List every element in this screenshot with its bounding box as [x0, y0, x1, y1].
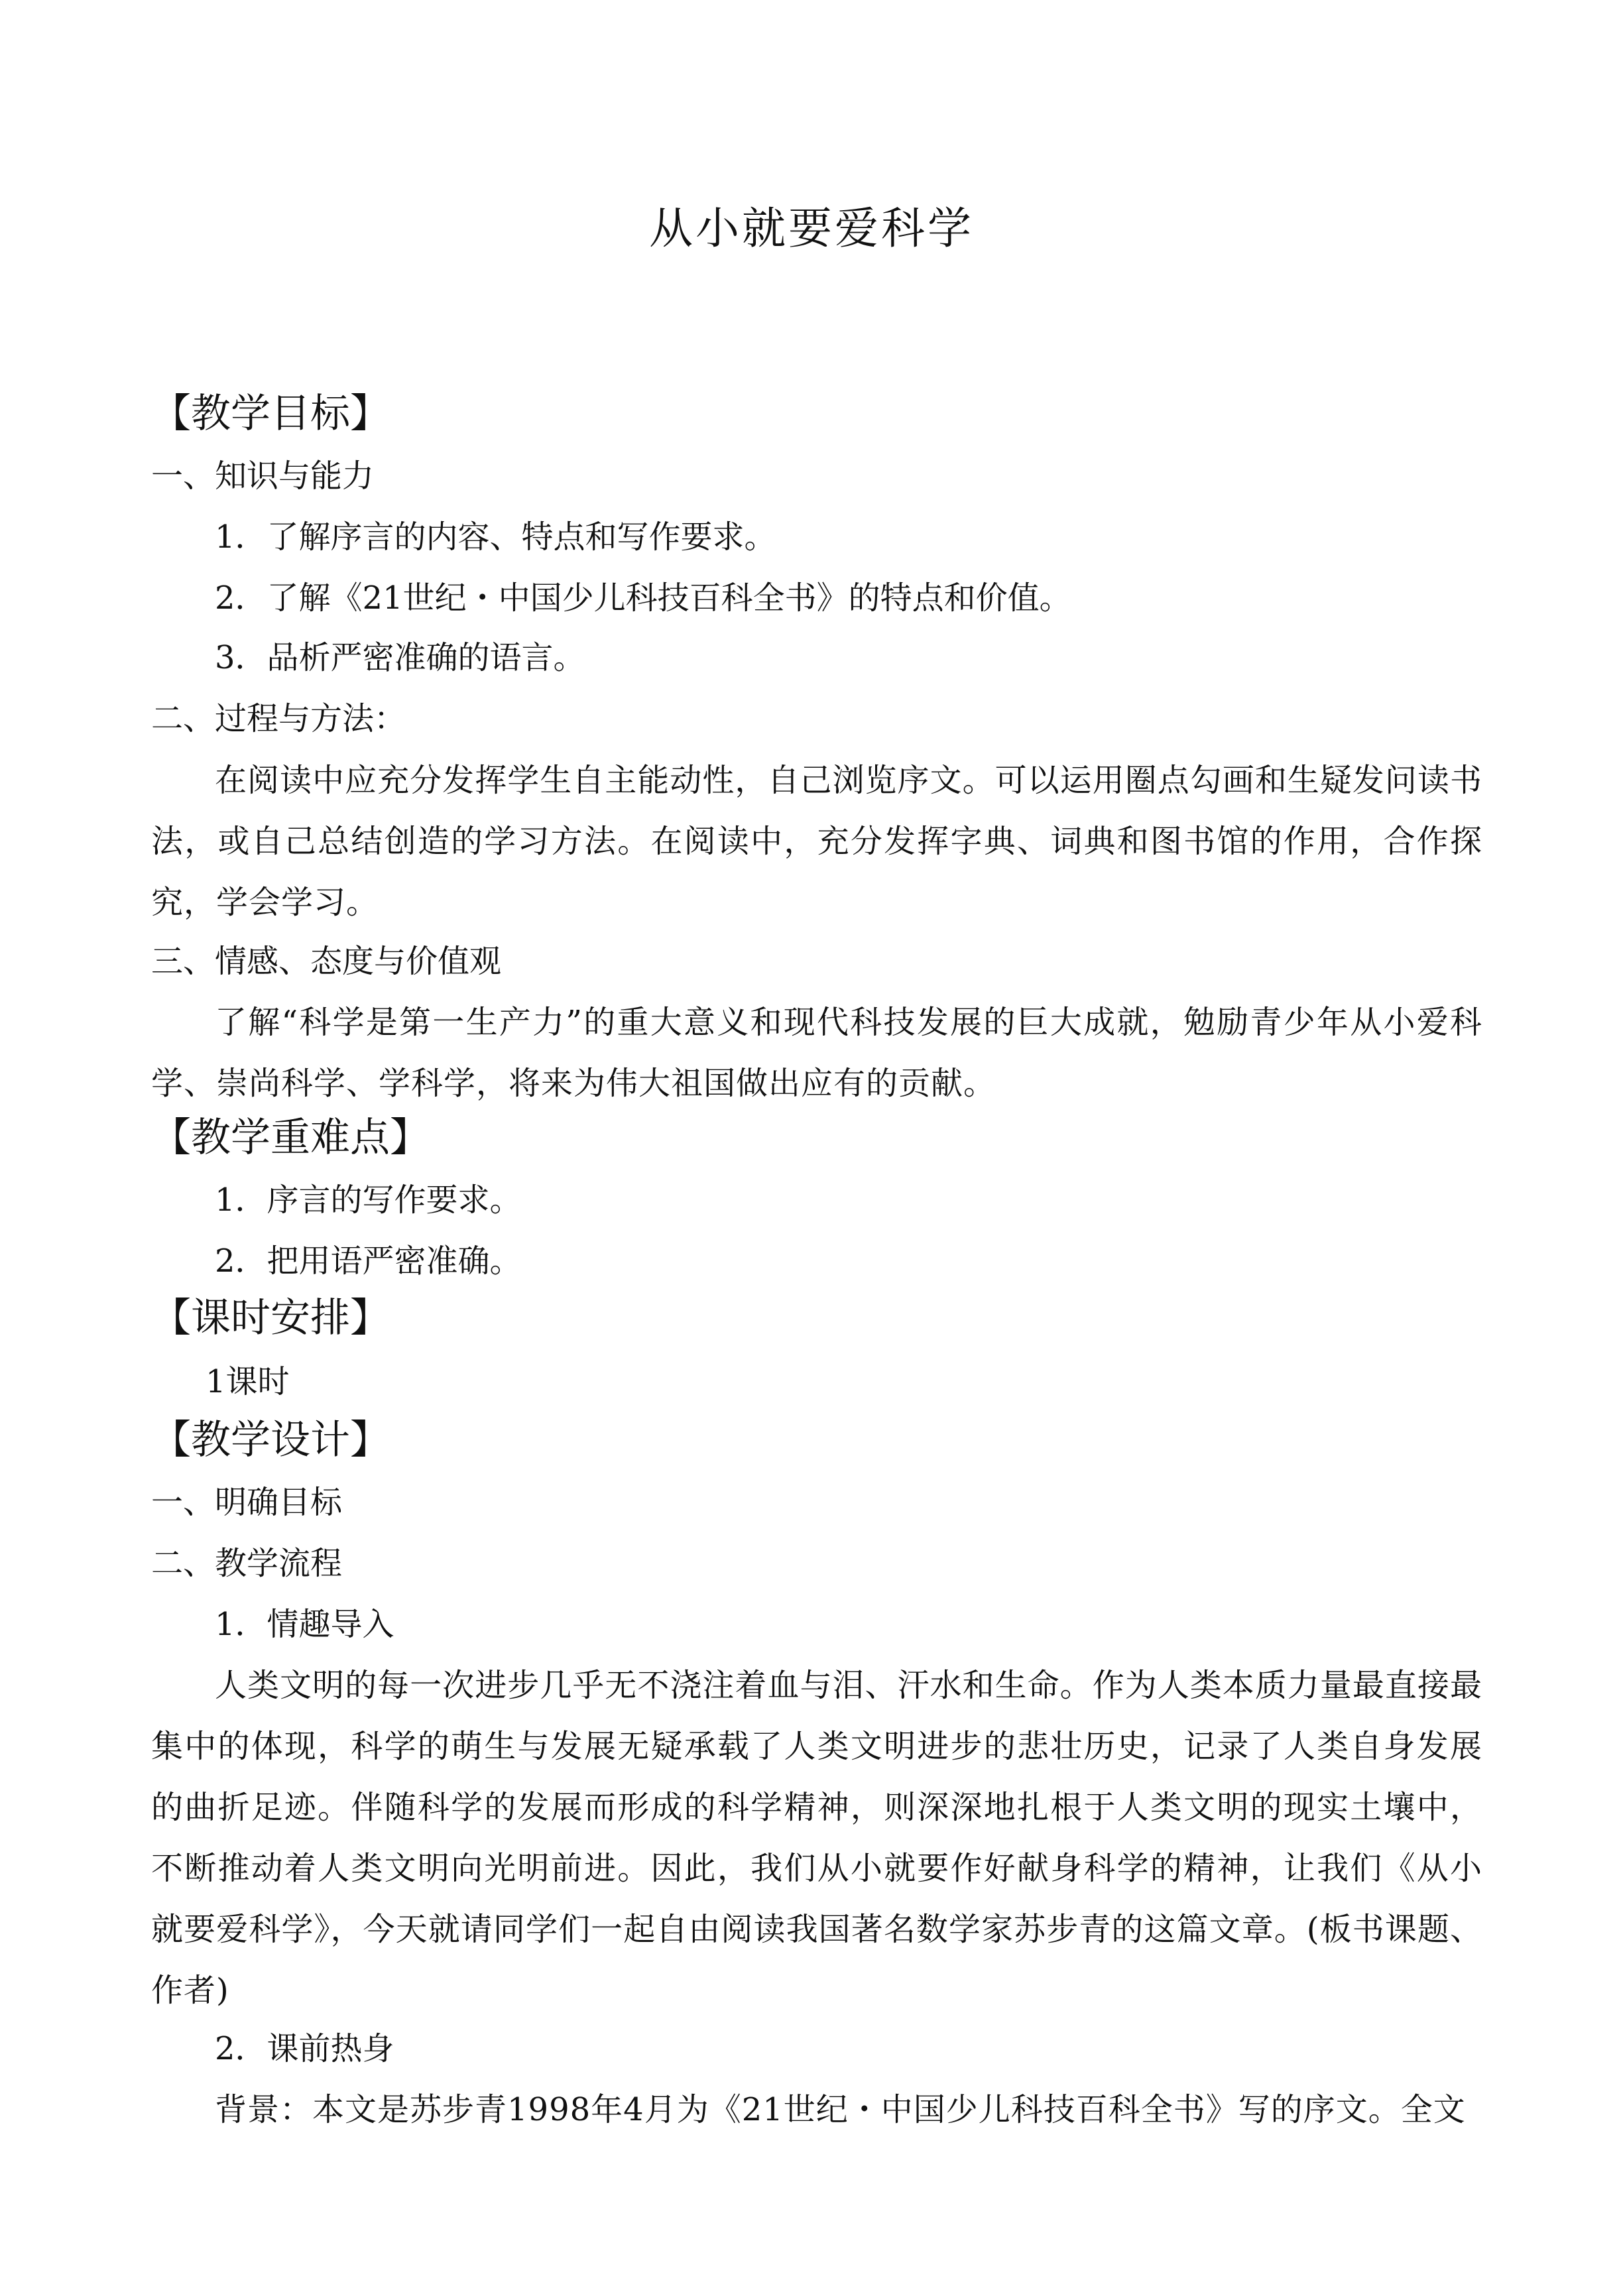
- schedule-heading: 【课时安排】: [151, 1295, 390, 1341]
- keypoint-item-1: 1．序言的写作要求。: [215, 1181, 522, 1219]
- knowledge-item-1: 1．了解序言的内容、特点和写作要求。: [215, 518, 776, 556]
- knowledge-item-3: 3．品析严密准确的语言。: [215, 639, 585, 676]
- design-heading: 【教学设计】: [151, 1417, 390, 1463]
- knowledge-heading: 一、知识与能力: [151, 457, 375, 495]
- emotion-heading: 三、情感、态度与价值观: [151, 943, 502, 980]
- page-title: 从小就要爱科学: [649, 203, 974, 254]
- warmup-heading: 2．课前热身: [215, 2030, 394, 2067]
- objectives-heading: 【教学目标】: [151, 391, 390, 437]
- process-heading: 二、过程与方法：: [151, 700, 406, 737]
- design-step-2: 二、教学流程: [151, 1545, 343, 1582]
- intro-heading: 1．情趣导入: [215, 1606, 394, 1643]
- intro-paragraph: 人类文明的每一次进步几乎无不浇注着血与泪、汗水和生命。作为人类本质力量最直接最集中的体现，科学的萌生与发展无疑承载了人类文明进步的悲壮历史，记录了人类自身发展的曲折足迹。伴随科学的发展而形成的科学精神，则深深地扎根于人类文明的现实土壤中，不断推动着人类文明向光明前进。因此，我们从小就要作好献身科学的精神，让我们《从小就要爱科学》，今天就请同学们一起自由阅读我国著名数学家苏步青的这篇文章。(板书课题、作者): [151, 1667, 1482, 2009]
- design-step-1: 一、明确目标: [151, 1484, 343, 1521]
- keypoints-heading: 【教学重难点】: [151, 1115, 430, 1161]
- emotion-paragraph: 了解“科学是第一生产力”的重大意义和现代科技发展的巨大成就，勉励青少年从小爱科学、崇尚科学、学科学，将来为伟大祖国做出应有的贡献。: [151, 1004, 1482, 1102]
- process-paragraph: 在阅读中应充分发挥学生自主能动性，自己浏览序文。可以运用圈点勾画和生疑发问读书法，或自己总结创造的学习方法。在阅读中，充分发挥字典、词典和图书馆的作用，合作探究，学会学习。: [151, 762, 1482, 921]
- knowledge-item-2: 2．了解《21世纪・中国少儿科技百科全书》的特点和价值。: [215, 579, 1071, 617]
- background-paragraph: 背景：本文是苏步青1998年4月为《21世纪・中国少儿科技百科全书》写的序文。全文: [215, 2091, 1466, 2128]
- keypoint-item-2: 2．把用语严密准确。: [215, 1242, 522, 1280]
- schedule-text: 1课时: [206, 1363, 290, 1400]
